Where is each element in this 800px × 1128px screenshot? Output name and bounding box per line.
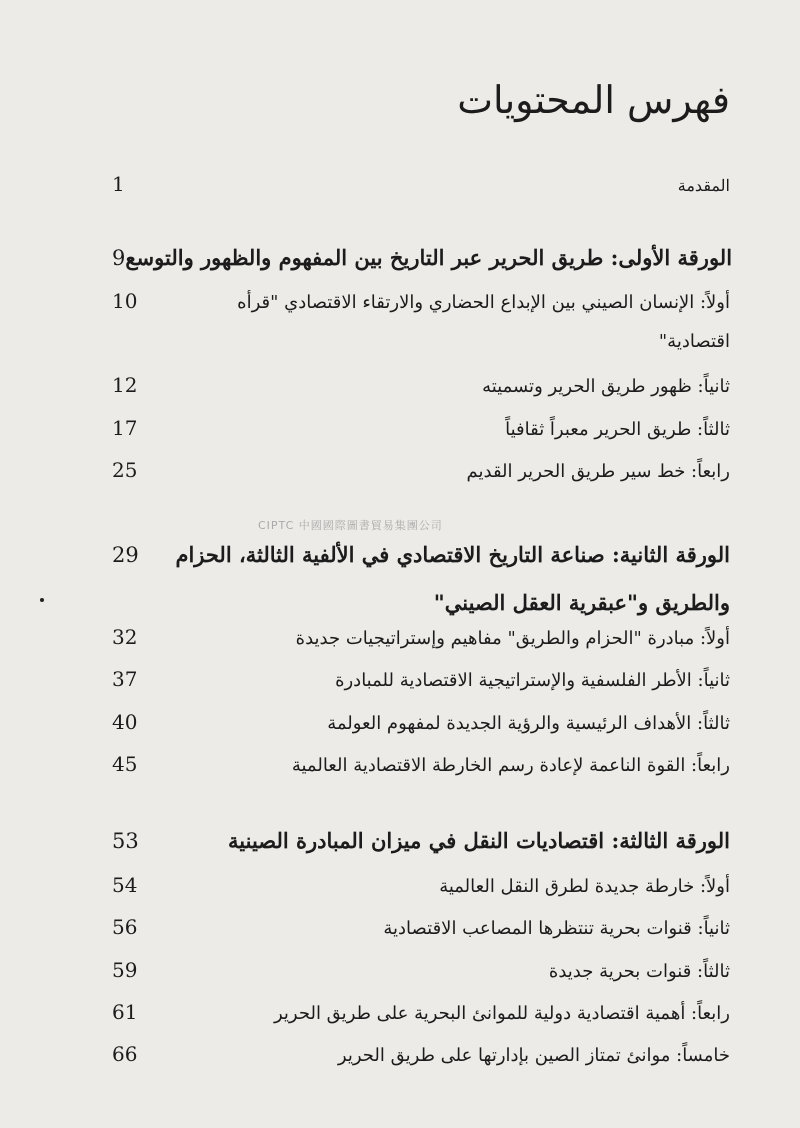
page-number: 10: [112, 289, 138, 313]
page-number: 32: [112, 625, 138, 649]
toc-entry: [108, 625, 730, 649]
toc-part-1-heading: [108, 245, 733, 270]
part-title: الورقة الثانية: صناعة التاريخ الاقتصادي في الألفية الثالثة، الحزام: [175, 542, 730, 567]
entry-title: أولاً: مبادرة "الحزام والطريق" مفاهيم وإستراتيجيات جديدة: [295, 628, 730, 649]
toc-entry: [108, 1042, 730, 1066]
toc-entry: [108, 752, 730, 776]
page-number: 54: [112, 873, 138, 897]
entry-title: ثالثاً: قنوات بحرية جديدة: [548, 961, 730, 982]
entry-title: رابعاً: أهمية اقتصادية دولية للموانئ البحرية على طريق الحرير: [273, 1003, 730, 1024]
toc-entry: [108, 416, 730, 440]
entry-title: خامساً: موانئ تمتاز الصين بإدارتها على طريق الحرير: [337, 1045, 730, 1066]
toc-part-3-heading: [108, 828, 730, 853]
page-number: 53: [112, 829, 139, 853]
page-number: 25: [112, 458, 138, 482]
entry-title: ثانياً: ظهور طريق الحرير وتسميته: [482, 376, 730, 397]
toc-entry: [108, 1000, 730, 1024]
page-number: 12: [112, 373, 138, 397]
entry-title: أولاً: خارطة جديدة لطرق النقل العالمية: [439, 876, 730, 897]
stray-mark: [40, 598, 44, 602]
entry-title: ثانياً: الأطر الفلسفية والإستراتيجية الاقتصادية للمبادرة: [335, 670, 730, 691]
page-number: 56: [112, 915, 138, 939]
entry-title: رابعاً: خط سير طريق الحرير القديم: [466, 461, 730, 482]
toc-entry: [108, 958, 730, 982]
entry-title: رابعاً: القوة الناعمة لإعادة رسم الخارطة الاقتصادية العالمية: [291, 755, 730, 776]
page-number: 40: [112, 710, 138, 734]
entry-title: ثالثاً: طريق الحرير معبراً ثقافياً: [505, 419, 730, 440]
toc-entry: [108, 458, 730, 482]
toc-part-2-heading: [108, 542, 730, 567]
toc-entry: [108, 373, 730, 397]
entry-title: أولاً: الإنسان الصيني بين الإبداع الحضاري والارتقاء الاقتصادي "قرأه: [237, 292, 730, 313]
page-number: 45: [112, 752, 138, 776]
page-number: 29: [112, 543, 139, 567]
publisher-watermark: CIPTC 中國國際圖書貿易集團公司: [258, 519, 443, 532]
page-title: فهرس المحتويات: [457, 78, 730, 122]
part-title-continuation: والطريق و"عبقرية العقل الصيني": [433, 590, 730, 615]
page-number: 1: [112, 172, 125, 196]
toc-entry: [108, 873, 730, 897]
toc-entry: [108, 915, 730, 939]
page-number: 66: [112, 1042, 138, 1066]
page-number: 59: [112, 958, 138, 982]
page-number: 61: [112, 1000, 138, 1024]
part-title: الورقة الثالثة: اقتصاديات النقل في ميزان المبادرة الصينية: [228, 828, 730, 853]
entry-title: ثانياً: قنوات بحرية تنتظرها المصاعب الاقتصادية: [383, 918, 730, 939]
entry-title: المقدمة: [677, 176, 730, 195]
toc-entry: [108, 667, 730, 691]
part-title: الورقة الأولى: طريق الحرير عبر التاريخ بين المفهوم والظهور والتوسع: [125, 245, 733, 270]
toc-entry: [108, 289, 730, 313]
toc-entry-intro: [108, 172, 730, 196]
page-number: 9: [112, 246, 126, 270]
page-number: 17: [112, 416, 138, 440]
entry-title-continuation: اقتصادية": [658, 331, 730, 352]
page-number: 37: [112, 667, 138, 691]
toc-entry: [108, 710, 730, 734]
entry-title: ثالثاً: الأهداف الرئيسية والرؤية الجديدة لمفهوم العولمة: [327, 713, 730, 734]
